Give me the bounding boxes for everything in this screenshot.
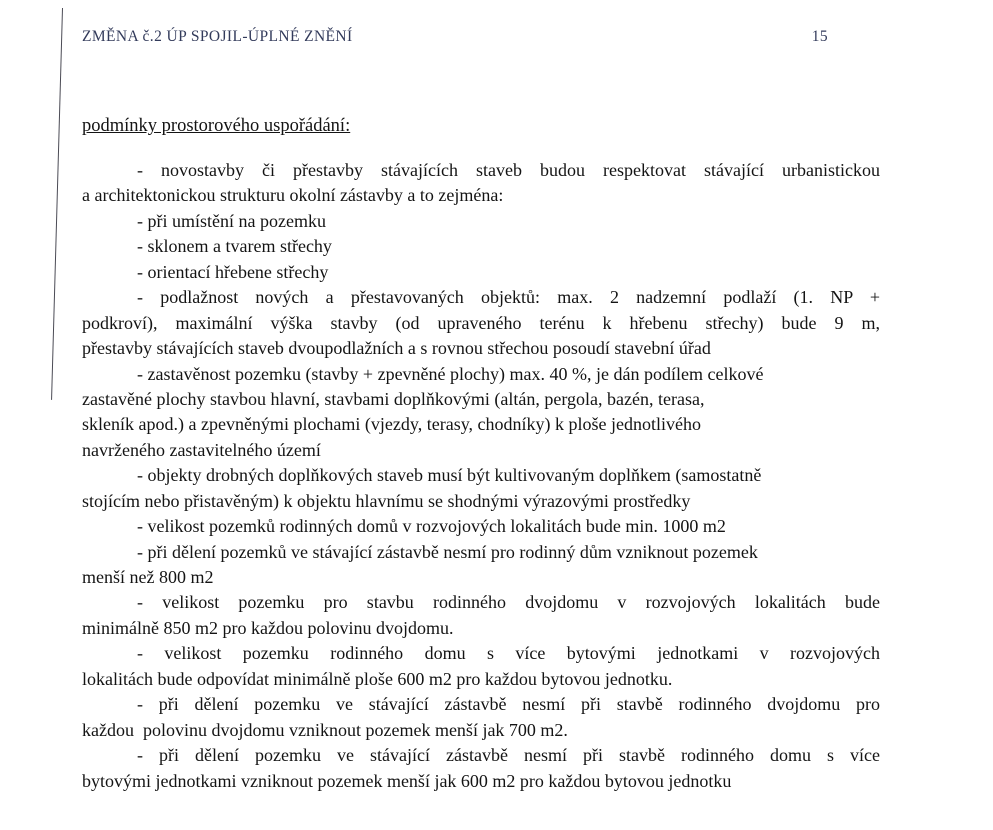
text-line: stojícím nebo přistavěným) k objektu hlavnímu se shodnými výrazovými prostředky — [82, 490, 691, 511]
text-line: podkroví), maximální výška stavby (od upraveného terénu k hřebenu střechy) bude 9 m, — [82, 312, 880, 333]
text-line: - při dělení pozemku ve stávající zástavbě nesmí při stavbě rodinného dvojdomu pro — [137, 694, 880, 715]
text-line: - orientací hřebene střechy — [137, 261, 329, 282]
text-line: menší než 800 m2 — [82, 567, 214, 587]
text-line: lokalitách bude odpovídat minimálně ploše 600 m2 pro každou bytovou jednotku. — [82, 668, 673, 689]
text-line: přestavby stávajících staveb dvoupodlažních a s rovnou střechou posoudí stavební úřad — [82, 338, 711, 359]
text-line: - sklonem a tvarem střechy — [137, 236, 332, 257]
text-line: - při dělení pozemků ve stávající zástavbě nesmí pro rodinný dům vzniknout pozemek — [137, 541, 758, 562]
text-line: - při dělení pozemku ve stávající zástavbě nesmí při stavbě rodinného domu s více — [137, 745, 880, 766]
text-line: - velikost pozemků rodinných domů v rozvojových lokalitách bude min. 1000 m2 — [137, 516, 726, 537]
text-line: skleník apod.) a zpevněnými plochami (vjezdy, terasy, chodníky) k ploše jednotlivého — [82, 414, 701, 435]
section-heading: podmínky prostorového uspořádání: — [82, 116, 351, 136]
text-line: - zastavěnost pozemku (stavby + zpevněné plochy) max. 40 %, je dán podílem celkové — [137, 363, 764, 384]
text-line: - při umístění na pozemku — [137, 210, 326, 231]
scan-margin-line — [51, 8, 63, 400]
text-line: minimálně 850 m2 pro každou polovinu dvojdomu. — [82, 617, 454, 638]
text-line: a architektonickou strukturu okolní zástavby a to zejména: — [82, 185, 504, 206]
page-number: 15 — [811, 28, 828, 45]
text-line: zastavěné plochy stavbou hlavní, stavbami doplňkovými (altán, pergola, bazén, terasa, — [82, 388, 705, 409]
text-line: navrženého zastavitelného území — [82, 439, 321, 460]
text-line: bytovými jednotkami vzniknout pozemek menší jak 600 m2 pro každou bytovou jednotku — [82, 770, 732, 791]
text-line: každou polovinu dvojdomu vzniknout pozemek menší jak 700 m2. — [82, 719, 568, 740]
text-line: - podlažnost nových a přestavovaných objektů: max. 2 nadzemní podlaží (1. NP + — [137, 287, 880, 308]
text-line: - novostavby či přestavby stávajících staveb budou respektovat stávající urbanistickou — [137, 160, 880, 180]
header-title: ZMĚNA č.2 ÚP SPOJIL-ÚPLNÉ ZNĚNÍ — [82, 28, 353, 45]
text-line: - velikost pozemku rodinného domu s více bytovými jednotkami v rozvojových — [137, 643, 880, 664]
text-line: - velikost pozemku pro stavbu rodinného dvojdomu v rozvojových lokalitách bude — [137, 592, 880, 613]
document-body — [82, 158, 880, 794]
text-line: - objekty drobných doplňkových staveb musí být kultivovaným doplňkem (samostatně — [137, 465, 762, 486]
page-header — [82, 28, 828, 46]
